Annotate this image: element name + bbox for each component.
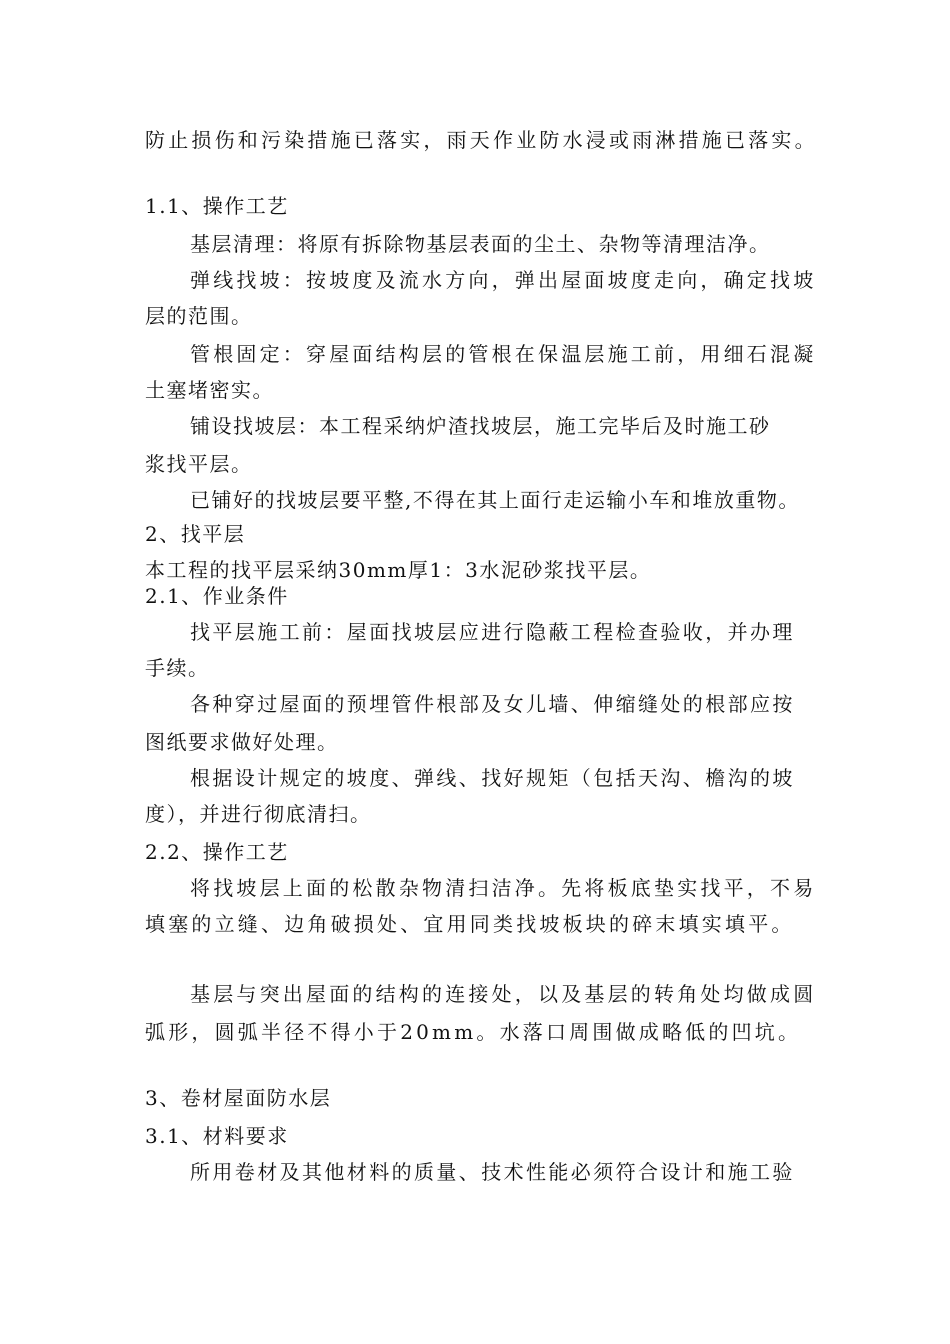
- paragraph-line: 已铺好的找坡层要平整,不得在其上面行走运输小车和堆放重物。: [190, 488, 800, 512]
- section-heading: 1.1、操作工艺: [145, 194, 289, 218]
- paragraph-line: 本工程的找平层采纳30mm厚1：3水泥砂浆找平层。: [145, 558, 652, 582]
- paragraph-line: 弹线找坡：按坡度及流水方向，弹出屋面坡度走向，确定找坡: [190, 268, 817, 292]
- paragraph-line: 找平层施工前：屋面找坡层应进行隐蔽工程检查验收，并办理: [190, 620, 795, 644]
- paragraph-line: 图纸要求做好处理。: [145, 730, 339, 754]
- paragraph-line: 各种穿过屋面的预埋管件根部及女儿墙、伸缩缝处的根部应按: [190, 692, 795, 716]
- paragraph-line: 防止损伤和污染措施已落实，雨天作业防水浸或雨淋措施已落实。: [145, 128, 818, 152]
- paragraph-line: 铺设找坡层：本工程采纳炉渣找坡层，施工完毕后及时施工砂: [190, 414, 771, 438]
- paragraph-line: 土塞堵密实。: [145, 378, 274, 402]
- section-heading: 2.2、操作工艺: [145, 840, 289, 864]
- paragraph-line: 基层与突出屋面的结构的连接处，以及基层的转角处均做成圆: [190, 982, 817, 1006]
- paragraph-line: 弧形，圆弧半径不得小于20mm。水落口周围做成略低的凹坑。: [145, 1020, 802, 1044]
- paragraph-line: 管根固定：穿屋面结构层的管根在保温层施工前，用细石混凝: [190, 342, 817, 366]
- paragraph-line: 所用卷材及其他材料的质量、技术性能必须符合设计和施工验: [190, 1160, 795, 1184]
- paragraph-line: 度），并进行彻底清扫。: [145, 802, 372, 826]
- paragraph-line: 浆找平层。: [145, 452, 253, 476]
- paragraph-line: 将找坡层上面的松散杂物清扫洁净。先将板底垫实找平，不易: [190, 876, 817, 900]
- section-heading: 2、找平层: [145, 522, 246, 546]
- paragraph-line: 手续。: [145, 656, 210, 680]
- section-heading: 2.1、作业条件: [145, 584, 289, 608]
- paragraph-line: 层的范围。: [145, 304, 253, 328]
- paragraph-line: 根据设计规定的坡度、弹线、找好规矩（包括天沟、檐沟的坡: [190, 766, 795, 790]
- section-heading: 3、卷材屋面防水层: [145, 1086, 332, 1110]
- paragraph-line: 基层清理：将原有拆除物基层表面的尘土、杂物等清理洁净。: [190, 232, 771, 256]
- paragraph-line: 填塞的立缝、边角破损处、宜用同类找坡板块的碎末填实填平。: [145, 912, 795, 936]
- section-heading: 3.1、材料要求: [145, 1124, 289, 1148]
